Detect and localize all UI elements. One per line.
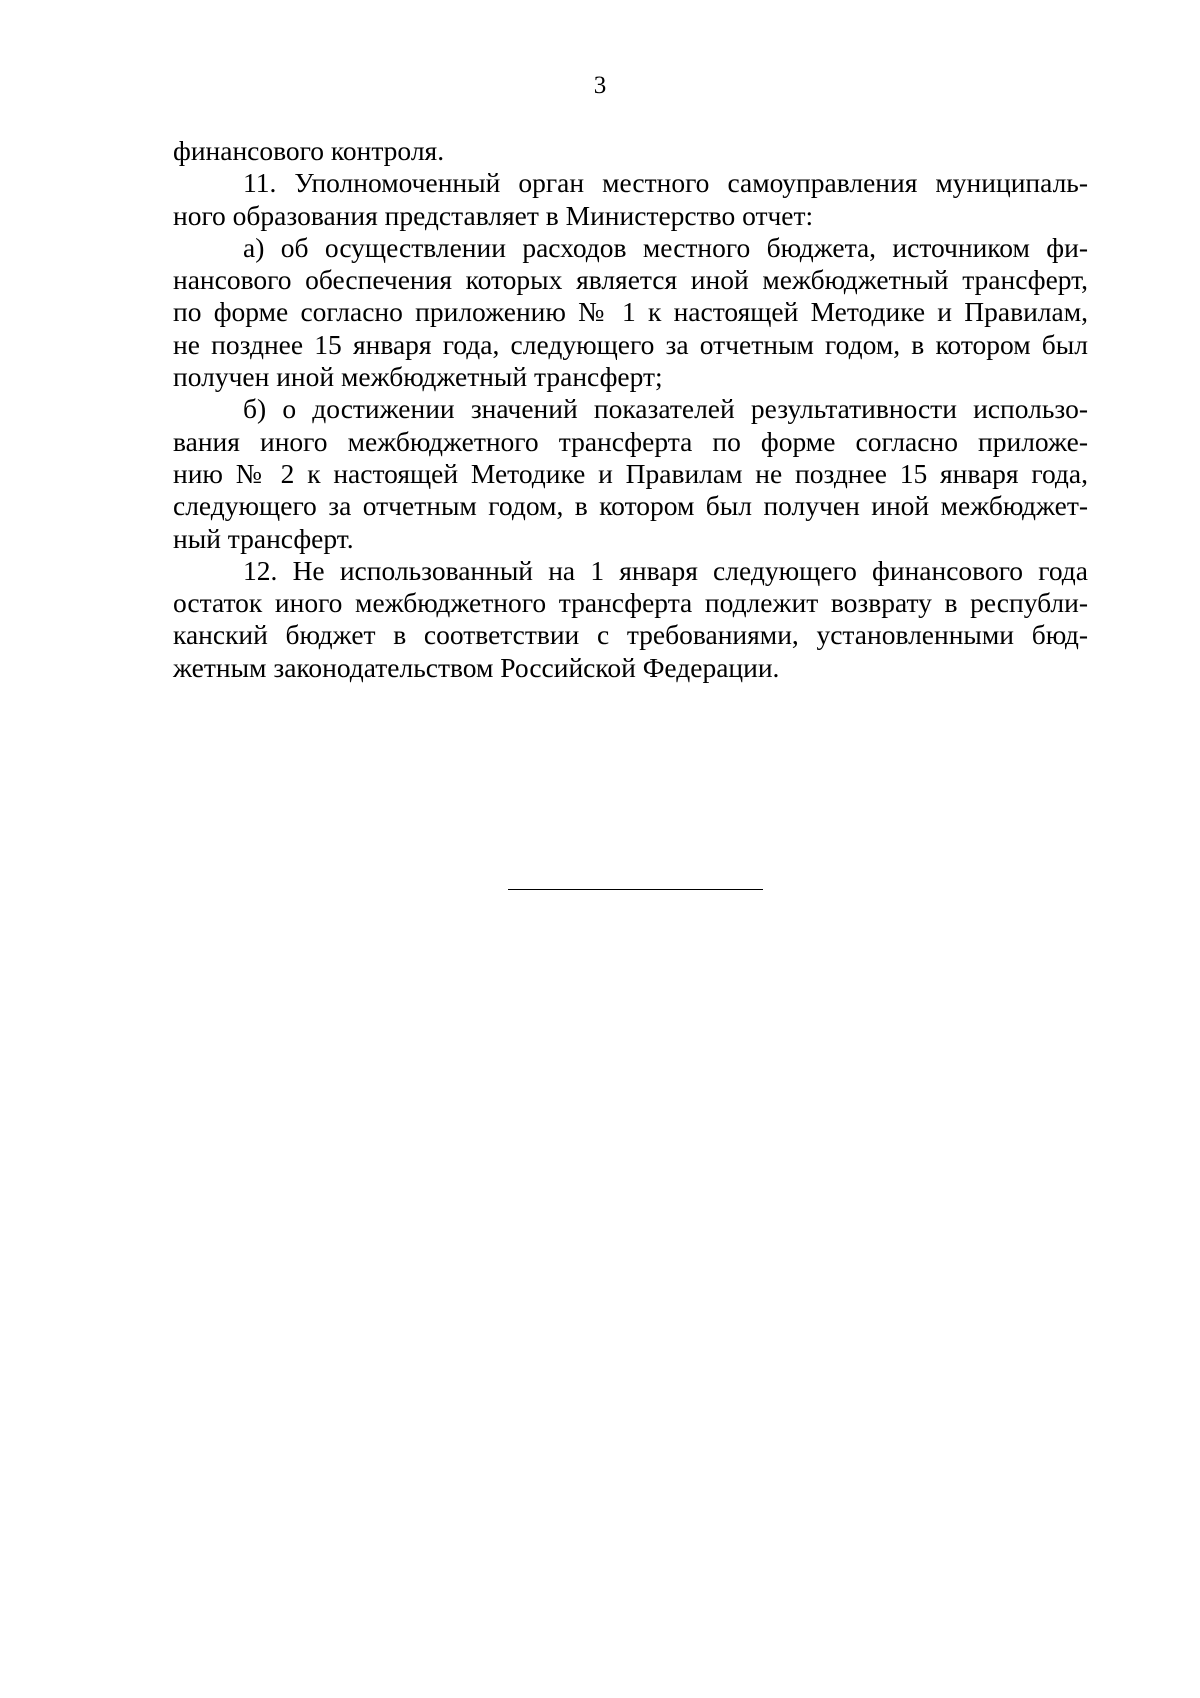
text-line: б) о достижении значений показателей результативности использо- xyxy=(243,393,1088,425)
text-line: ный трансферт. xyxy=(173,522,354,554)
text-line: нию № 2 к настоящей Методике и Правилам не позднее 15 января года, xyxy=(173,457,1088,489)
text-line: 11. Уполномоченный орган местного самоуправления муниципаль- xyxy=(243,167,1088,199)
text-line: нансового обеспечения которых является иной межбюджетный трансферт, xyxy=(173,264,1088,296)
end-of-text-rule xyxy=(508,889,763,890)
text-line: 12. Не использованный на 1 января следующего финансового года xyxy=(243,554,1088,586)
text-line: ного образования представляет в Министерство отчет: xyxy=(173,199,814,231)
text-line: следующего за отчетным годом, в котором был получен иной межбюджет- xyxy=(173,490,1088,522)
text-line: а) об осуществлении расходов местного бюджета, источником фи- xyxy=(243,231,1088,263)
text-line: финансового контроля. xyxy=(173,135,445,166)
document-body xyxy=(173,135,1088,684)
text-line: не позднее 15 января года, следующего за отчетным годом, в котором был xyxy=(173,328,1088,360)
text-line: получен иной межбюджетный трансферт; xyxy=(173,361,663,393)
text-line: жетным законодательством Российской Федерации. xyxy=(173,651,780,683)
text-line: остаток иного межбюджетного трансферта подлежит возврату в республи- xyxy=(173,587,1088,619)
text-line: канский бюджет в соответствии с требованиями, установленными бюд- xyxy=(173,619,1088,651)
page-number: 3 xyxy=(593,72,607,99)
text-line: по форме согласно приложению № 1 к настоящей Методике и Правилам, xyxy=(173,296,1088,328)
text-line: вания иного межбюджетного трансферта по форме согласно приложе- xyxy=(173,425,1088,457)
